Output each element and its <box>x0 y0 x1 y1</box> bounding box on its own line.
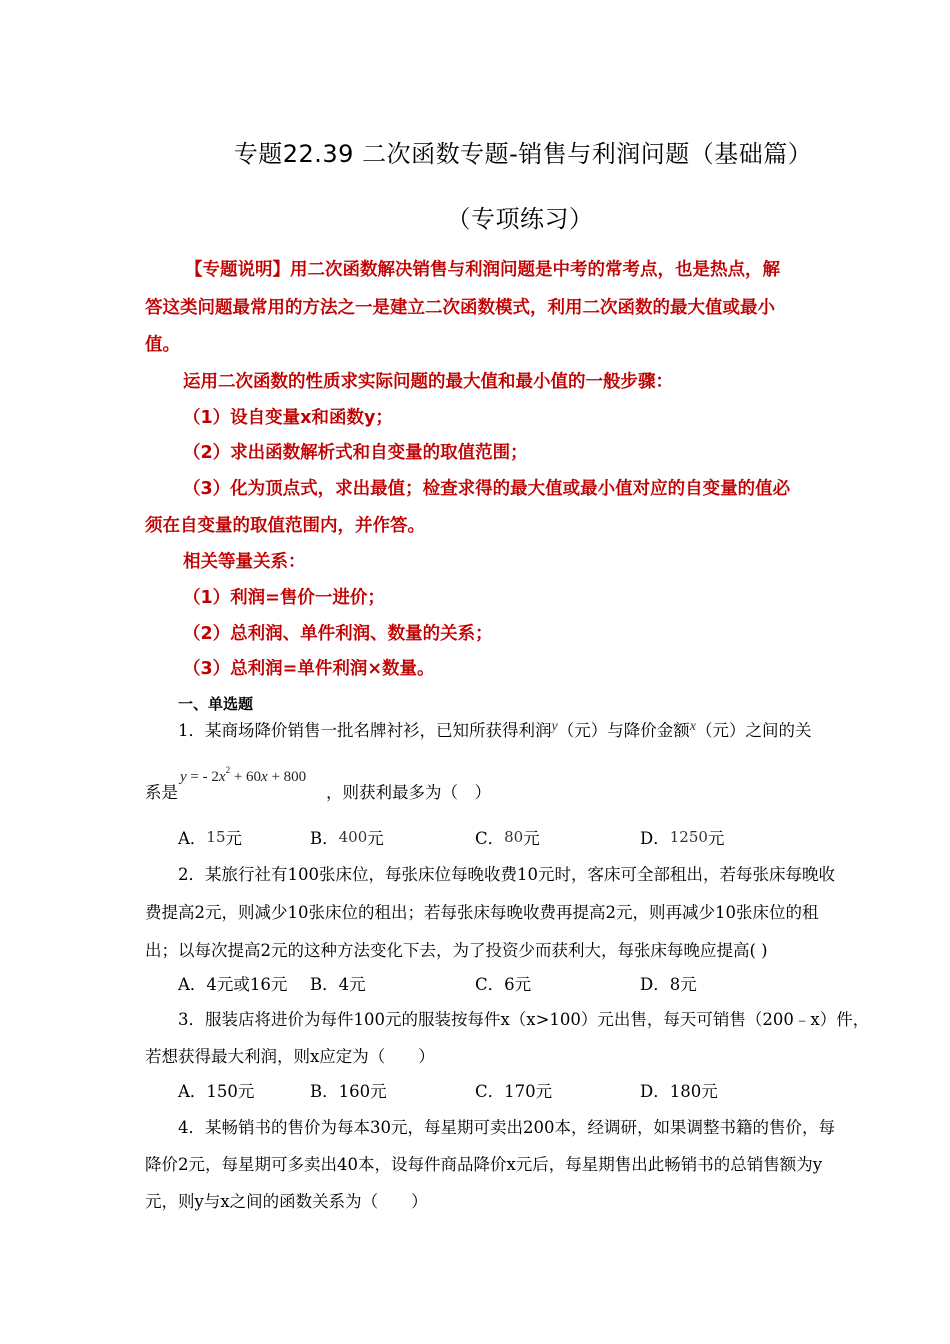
q3-line1: 3．服装店将进价为每件100元的服装按每件x（x>100）元出售，每天可销售（200﹣x）件， <box>178 1010 870 1029</box>
q4-line3: 元，则y与x之间的函数关系为（ ） <box>145 1192 428 1211</box>
var-x: x <box>689 719 696 734</box>
q2-option-a[interactable]: A．4元或16元 <box>178 975 288 994</box>
q2-option-c[interactable]: C．6元 <box>475 975 532 994</box>
q1-line1: 1．某商场降价销售一批名牌衬衫，已知所获得利润$^y$（元）与降价金额$^x$（元）之间的关 <box>178 719 812 740</box>
q1-formula: y = - $2x^2 + 60x + 800$ <box>180 765 307 785</box>
q2-option-b[interactable]: B．4元 <box>310 975 366 994</box>
intro-paragraph-line1: 【专题说明】用二次函数解决销售与利润问题是中考的常考点，也是热点，解 <box>185 260 780 280</box>
step-1: （1）设自变量x和函数y； <box>183 408 393 428</box>
q2-line1: 2．某旅行社有100张床位，每张床位每晚收费10元时，客床可全部租出，若每张床每晚收 <box>178 865 835 884</box>
q4-line1: 4．某畅销书的售价为每本30元，每星期可卖出200本，经调研，如果调整书籍的售价，每 <box>178 1118 835 1137</box>
q4-line2: 降价2元，每星期可多卖出40本，设每件商品降价x元后，每星期售出此畅销书的总销售额为y <box>145 1155 823 1174</box>
q3-option-d[interactable]: D．180元 <box>640 1082 718 1101</box>
relation-3: （3）总利润=单件利润×数量。 <box>183 659 435 679</box>
intro-paragraph-line3: 值。 <box>145 335 180 355</box>
steps-title: 运用二次函数的性质求实际问题的最大值和最小值的一般步骤： <box>183 372 673 392</box>
q1-option-a[interactable]: A．15元 <box>178 828 243 848</box>
q3-option-c[interactable]: C．170元 <box>475 1082 553 1101</box>
var-y: y <box>551 719 558 734</box>
step-3-line2: 须在自变量的取值范围内，并作答。 <box>145 516 425 536</box>
q1-option-b[interactable]: B．400元 <box>310 828 384 848</box>
q1-option-c[interactable]: C．80元 <box>475 828 540 848</box>
section-heading: 一、单选题 <box>178 695 254 713</box>
q2-option-d[interactable]: D．8元 <box>640 975 697 994</box>
q1-option-d[interactable]: D．1250元 <box>640 828 725 848</box>
document-subtitle: （专项练习） <box>446 205 594 233</box>
relations-title: 相关等量关系： <box>183 552 306 572</box>
q3-option-b[interactable]: B．160元 <box>310 1082 387 1101</box>
step-3-line1: （3）化为顶点式，求出最值；检查求得的最大值或最小值对应的自变量的值必 <box>183 479 791 499</box>
q1-line2-suffix: ，则获利最多为（ ） <box>326 783 491 802</box>
q2-line3: 出；以每次提高2元的这种方法变化下去，为了投资少而获利大，每张床每晚应提高( ) <box>145 941 768 960</box>
q2-line2: 费提高2元，则减少10张床位的租出；若每张床每晚收费再提高2元，则再减少10张床位的租 <box>145 903 819 922</box>
relation-2: （2）总利润、单件利润、数量的关系； <box>183 624 493 644</box>
relation-1: （1）利润=售价一进价； <box>183 588 385 608</box>
q3-line2: 若想获得最大利润，则x应定为（ ） <box>145 1047 435 1066</box>
document-title: 专题22.39 二次函数专题-销售与利润问题（基础篇） <box>233 140 813 168</box>
intro-paragraph-line2: 答这类问题最常用的方法之一是建立二次函数模式，利用二次函数的最大值或最小 <box>145 298 775 318</box>
step-2: （2）求出函数解析式和自变量的取值范围； <box>183 443 528 463</box>
q1-line2-prefix: 系是 <box>145 783 178 802</box>
q3-option-a[interactable]: A．150元 <box>178 1082 255 1101</box>
